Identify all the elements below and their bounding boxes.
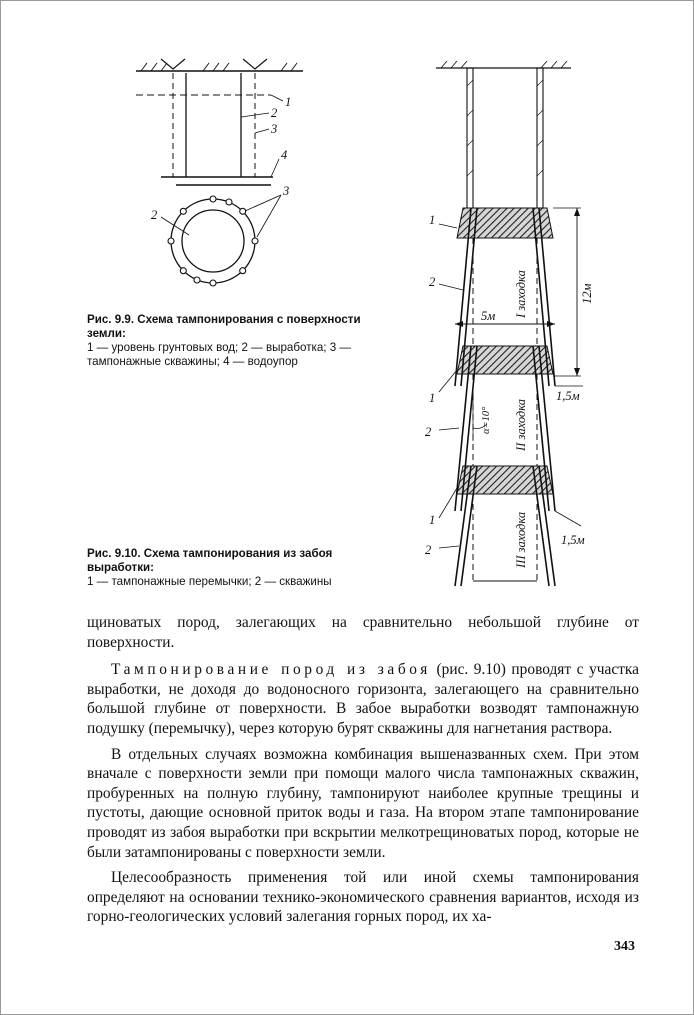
figure-9-9-caption-text: 1 — уровень грунтовых вод; 2 — выработка; 3 — тампонажные скважины; 4 — водоупор xyxy=(87,341,351,368)
paragraph-4: Целесообразность применения той или иной схемы тампонирования определяют на основании технико-экономического сравнения вариантов, исходя из горно-геологических условий залегания горных пород, их ха- xyxy=(87,869,639,926)
fig910-dim-width: 5м xyxy=(481,309,496,323)
fig910-label-2-bottom: 2 xyxy=(425,543,432,557)
fig910-stage-2: II заходка xyxy=(514,398,528,451)
fig910-dim-12: 12м xyxy=(580,283,594,304)
fig99-label-1: 1 xyxy=(285,95,292,109)
paragraph-2 xyxy=(87,660,639,738)
fig99-label-3-plan: 3 xyxy=(283,184,290,198)
figure-9-9 xyxy=(121,49,331,299)
page-number: 343 xyxy=(614,939,635,954)
fig910-stage-1: I заходка xyxy=(514,270,528,318)
fig99-label-3: 3 xyxy=(271,122,278,136)
paragraph-2-spaced-term: Тампонирование пород из забоя xyxy=(111,661,431,679)
figure-9-10 xyxy=(411,56,601,591)
fig99-label-2-plan: 2 xyxy=(151,208,158,222)
body-text xyxy=(87,613,639,927)
fig910-label-2-top: 2 xyxy=(429,275,436,289)
fig910-label-1-mid: 1 xyxy=(429,391,436,405)
paragraph-2-rest: (рис. 9.10) проводят с участка выработки, не доходя до водоносного горизонта, залегающего на сравнительно большой глубине от поверхности. В забое выработки возводят тампонажную подушку (перемычку), через которую бурят скважины для нагнетания раствора. xyxy=(87,661,639,737)
fig910-stage-3: III заходка xyxy=(514,511,528,568)
figure-9-9-caption xyxy=(87,313,387,369)
fig910-label-2-mid: 2 xyxy=(425,425,432,439)
paragraph-3: В отдельных случаях возможна комбинация вышеназванных схем. При этом вначале с поверхности земли при помощи малого числа тампонажных скважин, пробуренных на полную глубину, тампонируют наиболее крупные трещины и пустоты, дающие основной приток воды и газа. На втором этапе тампонирование проводят из забоя выработки при вскрытии мелкотрещиноватых пород, которые не были затампонированы с поверхности земли. xyxy=(87,745,639,861)
figure-9-10-caption-text: 1 — тампонажные перемычки; 2 — скважины xyxy=(87,575,332,588)
fig910-label-1-bottom: 1 xyxy=(429,513,436,527)
fig910-label-1-top: 1 xyxy=(429,213,436,227)
fig99-label-2: 2 xyxy=(271,106,278,120)
figure-9-9-caption-title: Рис. 9.9. Схема тампонирования с поверхности земли: xyxy=(87,313,361,340)
paragraph-1: щиноватых пород, залегающих на сравнительно небольшой глубине от поверхности. xyxy=(87,614,639,651)
fig910-angle: α=10° xyxy=(481,406,492,434)
figure-9-10-caption-title: Рис. 9.10. Схема тампонирования из забоя выработки: xyxy=(87,547,333,574)
fig99-label-4: 4 xyxy=(281,148,288,162)
fig910-dim-1-5-upper: 1,5м xyxy=(556,389,580,403)
fig910-dim-1-5-lower: 1,5м xyxy=(561,533,585,547)
figure-9-10-caption xyxy=(87,547,397,589)
